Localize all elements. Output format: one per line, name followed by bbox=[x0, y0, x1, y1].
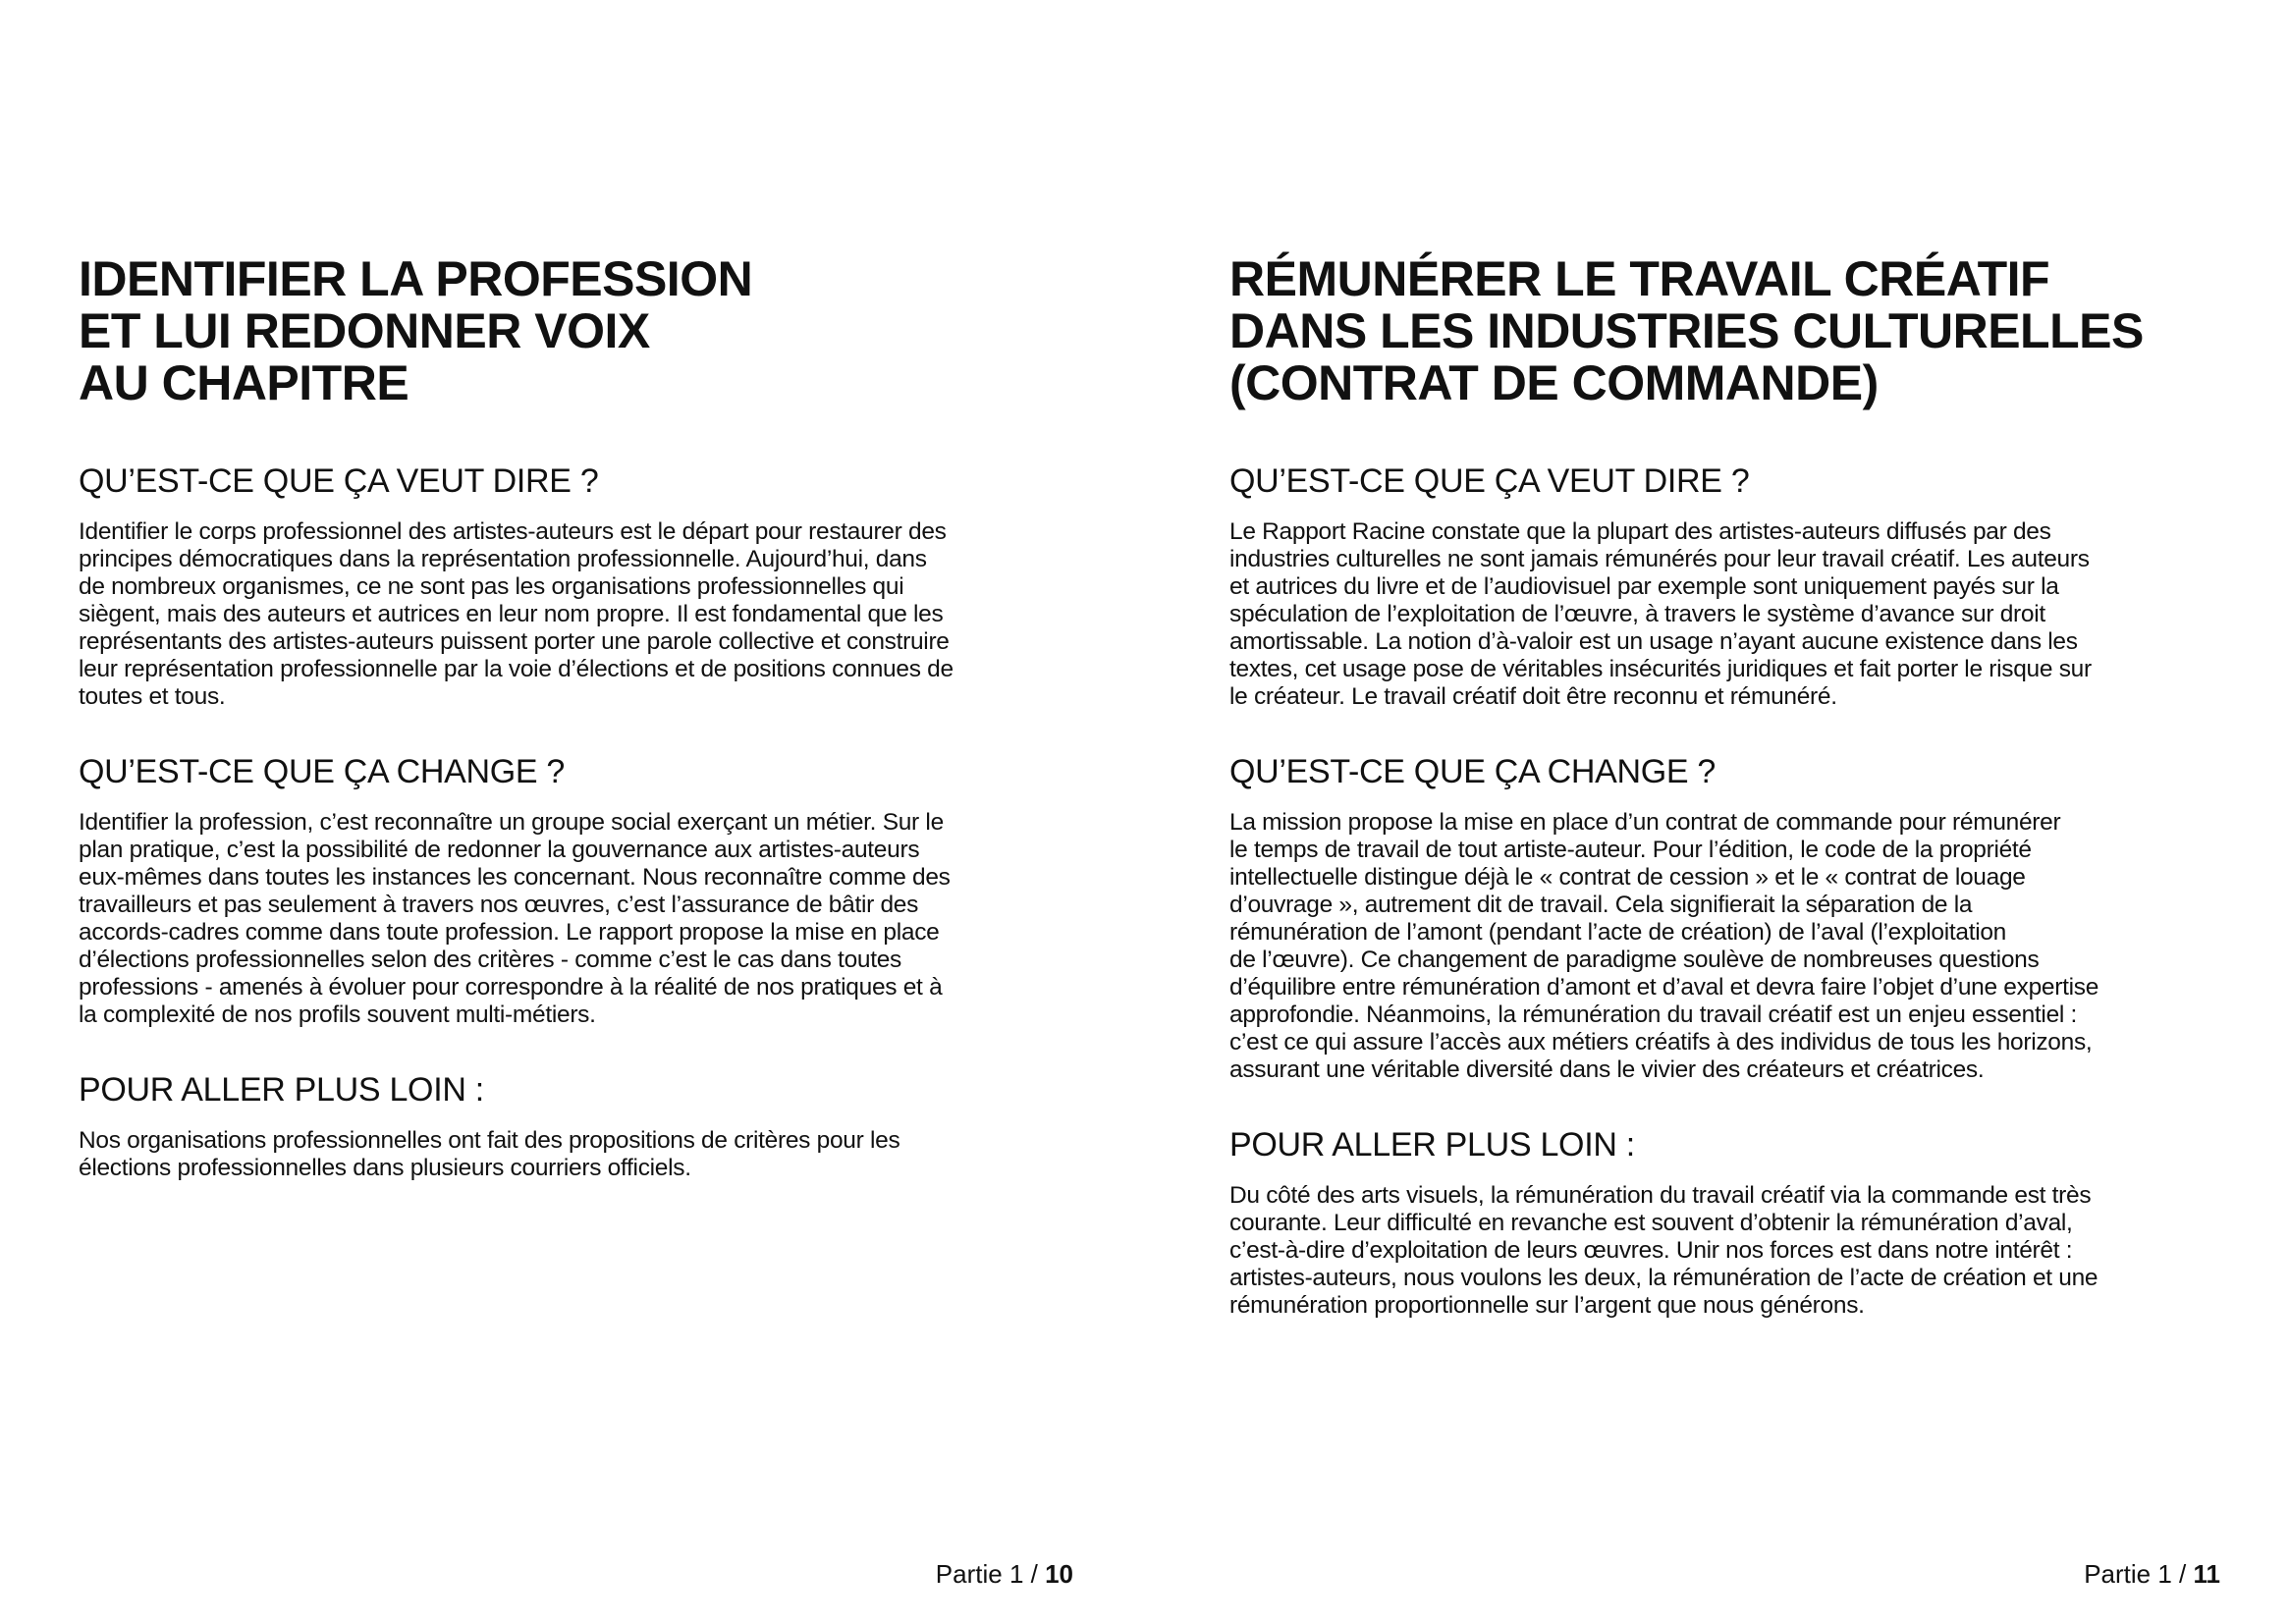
section-heading-meaning: QU’EST-CE QUE ÇA VEUT DIRE ? bbox=[79, 462, 599, 500]
text-line: industries culturelles ne sont jamais rémunérés pour leur travail créatif. Les auteurs bbox=[1229, 546, 2090, 572]
text-line: le temps de travail de tout artiste-auteur. Pour l’édition, le code de la propriété bbox=[1229, 837, 2032, 863]
text-line: représentants des artistes-auteurs puissent porter une parole collective et construire bbox=[79, 628, 950, 655]
text-line: c’est ce qui assure l’accès aux métiers créatifs à des individus de tous les horizons, bbox=[1229, 1029, 2093, 1056]
title-line: IDENTIFIER LA PROFESSION bbox=[79, 251, 753, 306]
text-line: d’équilibre entre rémunération d’amont et d’aval et devra faire l’objet d’une expertise bbox=[1229, 974, 2099, 1001]
title-line: DANS LES INDUSTRIES CULTURELLES bbox=[1229, 303, 2144, 358]
text-line: professions - amenés à évoluer pour correspondre à la réalité de nos pratiques et à bbox=[79, 974, 943, 1001]
text-line: La mission propose la mise en place d’un contrat de commande pour rémunérer bbox=[1229, 809, 2061, 836]
right-page bbox=[1229, 0, 2251, 1624]
page-number: 10 bbox=[1045, 1559, 1073, 1589]
text-line: élections professionnelles dans plusieurs courriers officiels. bbox=[79, 1155, 691, 1181]
section-paragraph-change bbox=[1229, 809, 2251, 1084]
left-page-footer bbox=[936, 1559, 1073, 1589]
text-line: leur représentation professionnelle par la voie d’élections et de positions connues de bbox=[79, 656, 954, 682]
right-page-content bbox=[1229, 461, 2251, 1361]
text-line: c’est-à-dire d’exploitation de leurs œuvres. Unir nos forces est dans notre intérêt : bbox=[1229, 1237, 2073, 1264]
section-paragraph-further bbox=[1229, 1182, 2251, 1320]
section-paragraph-further bbox=[79, 1127, 1100, 1182]
text-line: Nos organisations professionnelles ont fait des propositions de critères pour les bbox=[79, 1127, 900, 1154]
section-heading-change: QU’EST-CE QUE ÇA CHANGE ? bbox=[1229, 753, 1717, 790]
text-line: toutes et tous. bbox=[79, 683, 226, 710]
text-line: travailleurs et pas seulement à travers nos œuvres, c’est l’assurance de bâtir des bbox=[79, 892, 919, 918]
text-line: plan pratique, c’est la possibilité de redonner la gouvernance aux artistes-auteurs bbox=[79, 837, 920, 863]
text-line: artistes-auteurs, nous voulons les deux, la rémunération de l’acte de création et une bbox=[1229, 1265, 2098, 1291]
text-line: de nombreux organismes, ce ne sont pas les organisations professionnelles qui bbox=[79, 573, 904, 600]
text-line: eux-mêmes dans toutes les instances les concernant. Nous reconnaître comme des bbox=[79, 864, 951, 891]
right-page-title bbox=[1229, 253, 2144, 409]
title-line: RÉMUNÉRER LE TRAVAIL CRÉATIF bbox=[1229, 251, 2050, 306]
title-line: AU CHAPITRE bbox=[79, 355, 409, 410]
text-line: spéculation de l’exploitation de l’œuvre, à travers le système d’avance sur droit bbox=[1229, 601, 2045, 627]
text-line: intellectuelle distingue déjà le « contrat de cession » et le « contrat de louage bbox=[1229, 864, 2026, 891]
text-line: d’élections professionnelles selon des critères - comme c’est le cas dans toutes bbox=[79, 947, 901, 973]
text-line: approfondie. Néanmoins, la rémunération du travail créatif est un enjeu essentiel : bbox=[1229, 1001, 2078, 1028]
text-line: courante. Leur difficulté en revanche est souvent d’obtenir la rémunération d’aval, bbox=[1229, 1210, 2073, 1236]
section-heading-further: POUR ALLER PLUS LOIN : bbox=[79, 1071, 484, 1109]
section-paragraph-meaning bbox=[1229, 518, 2251, 711]
page-number: 11 bbox=[2193, 1559, 2220, 1589]
text-line: amortissable. La notion d’à-valoir est un usage n’ayant aucune existence dans les bbox=[1229, 628, 2078, 655]
text-line: et autrices du livre et de l’audiovisuel par exemple sont uniquement payés sur la bbox=[1229, 573, 2059, 600]
section-paragraph-meaning bbox=[79, 518, 1100, 711]
text-line: Identifier le corps professionnel des artistes-auteurs est le départ pour restaurer des bbox=[79, 518, 947, 545]
text-line: rémunération proportionnelle sur l’argent que nous générons. bbox=[1229, 1292, 1865, 1319]
text-line: Le Rapport Racine constate que la plupart des artistes-auteurs diffusés par des bbox=[1229, 518, 2051, 545]
left-page bbox=[79, 0, 1100, 1624]
text-line: Identifier la profession, c’est reconnaître un groupe social exerçant un métier. Sur le bbox=[79, 809, 944, 836]
title-line: (CONTRAT DE COMMANDE) bbox=[1229, 355, 1879, 410]
text-line: Du côté des arts visuels, la rémunération du travail créatif via la commande est très bbox=[1229, 1182, 2092, 1209]
section-heading-meaning: QU’EST-CE QUE ÇA VEUT DIRE ? bbox=[1229, 462, 1750, 500]
text-line: assurant une véritable diversité dans le vivier des créateurs et créatrices. bbox=[1229, 1056, 1985, 1083]
text-line: rémunération de l’amont (pendant l’acte de création) de l’aval (l’exploitation bbox=[1229, 919, 2007, 946]
text-line: la complexité de nos profils souvent multi-métiers. bbox=[79, 1001, 596, 1028]
section-heading-further: POUR ALLER PLUS LOIN : bbox=[1229, 1126, 1635, 1164]
section-paragraph-change bbox=[79, 809, 1100, 1029]
footer-prefix: Partie 1 / bbox=[935, 1559, 1046, 1589]
text-line: accords-cadres comme dans toute profession. Le rapport propose la mise en place bbox=[79, 919, 940, 946]
text-line: textes, cet usage pose de véritables insécurités juridiques et fait porter le risque sur bbox=[1229, 656, 2092, 682]
right-page-footer bbox=[2084, 1559, 2220, 1589]
footer-prefix: Partie 1 / bbox=[2084, 1559, 2194, 1589]
title-line: ET LUI REDONNER VOIX bbox=[79, 303, 650, 358]
text-line: siègent, mais des auteurs et autrices en leur nom propre. Il est fondamental que les bbox=[79, 601, 944, 627]
left-page-title bbox=[79, 253, 752, 409]
section-heading-change: QU’EST-CE QUE ÇA CHANGE ? bbox=[79, 753, 566, 790]
text-line: principes démocratiques dans la représentation professionnelle. Aujourd’hui, dans bbox=[79, 546, 927, 572]
text-line: le créateur. Le travail créatif doit être reconnu et rémunéré. bbox=[1229, 683, 1837, 710]
text-line: de l’œuvre). Ce changement de paradigme soulève de nombreuses questions bbox=[1229, 947, 2040, 973]
text-line: d’ouvrage », autrement dit de travail. Cela signifierait la séparation de la bbox=[1229, 892, 1973, 918]
left-page-content bbox=[79, 461, 1100, 1223]
